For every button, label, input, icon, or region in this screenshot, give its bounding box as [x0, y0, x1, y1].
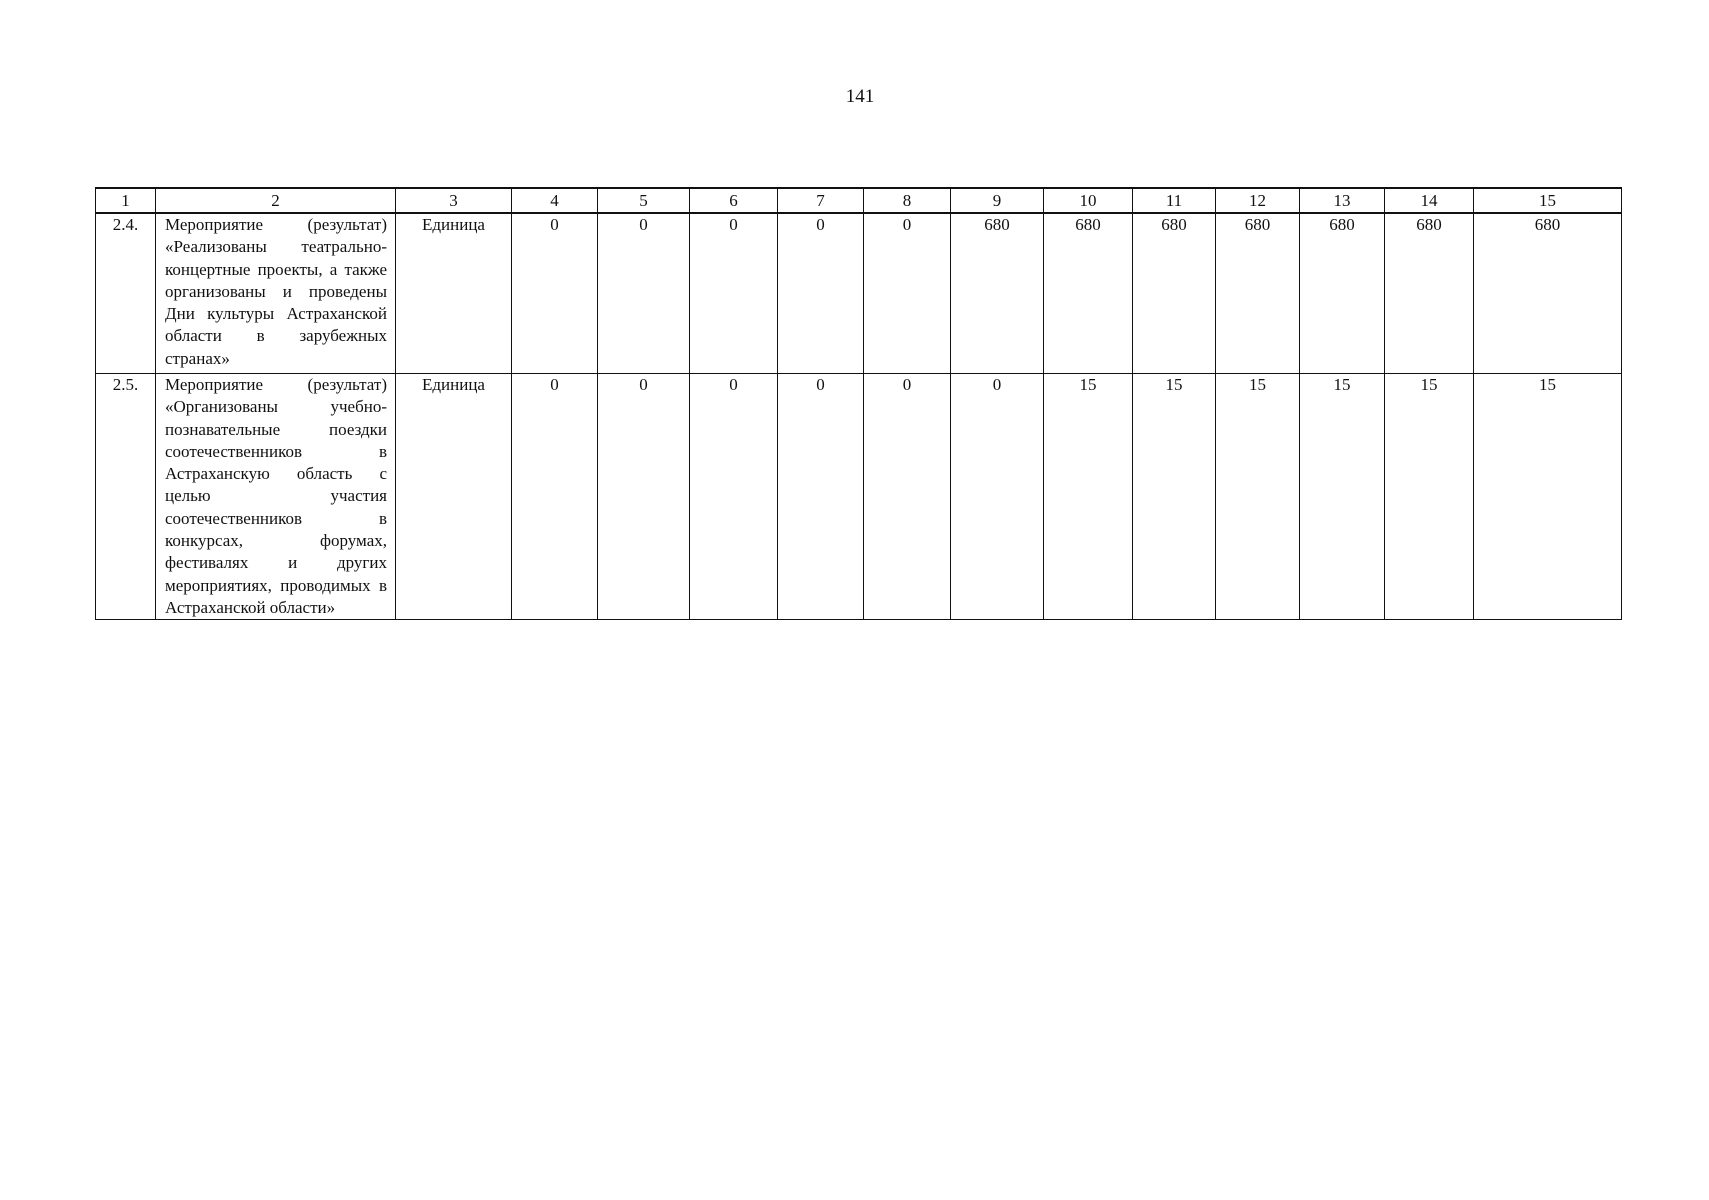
- column-header: 14: [1385, 188, 1474, 213]
- row-value: 0: [864, 213, 951, 374]
- column-header: 1: [96, 188, 156, 213]
- column-header: 13: [1300, 188, 1385, 213]
- row-value: 0: [690, 213, 778, 374]
- row-value: 0: [512, 213, 598, 374]
- row-value: 0: [598, 374, 690, 620]
- table-row: [96, 213, 1622, 374]
- column-header: 5: [598, 188, 690, 213]
- row-value: 680: [1474, 213, 1622, 374]
- column-header: 11: [1133, 188, 1216, 213]
- row-value: 0: [512, 374, 598, 620]
- column-header: 9: [951, 188, 1044, 213]
- row-value: 680: [1300, 213, 1385, 374]
- column-header: 4: [512, 188, 598, 213]
- column-header: 10: [1044, 188, 1133, 213]
- table-header-row: [96, 188, 1622, 213]
- row-number: 2.5.: [96, 374, 156, 620]
- row-value: 0: [778, 374, 864, 620]
- row-value: 0: [951, 374, 1044, 620]
- column-header: 3: [396, 188, 512, 213]
- row-value: 0: [690, 374, 778, 620]
- row-value: 680: [1216, 213, 1300, 374]
- row-value: 680: [1385, 213, 1474, 374]
- row-unit: Единица: [396, 213, 512, 374]
- row-value: 15: [1385, 374, 1474, 620]
- column-header: 8: [864, 188, 951, 213]
- row-name: Мероприятие (результат) «Реализованы театрально-концертные проекты, а также организованы и проведены Дни культуры Астраханской области в зарубежных странах»: [156, 213, 396, 374]
- table-row: [96, 374, 1622, 620]
- row-value: 15: [1044, 374, 1133, 620]
- row-unit: Единица: [396, 374, 512, 620]
- row-value: 15: [1216, 374, 1300, 620]
- row-name: Мероприятие (результат) «Организованы учебно-познавательные поездки соотечественников в Астраханскую область с целью участия соотечественников в конкурсах, форумах, фестивалях и других мероприятиях, проводимых в Астраханской области»: [156, 374, 396, 620]
- row-value: 0: [864, 374, 951, 620]
- page-number: 141: [845, 86, 875, 107]
- row-value: 0: [598, 213, 690, 374]
- indicators-table: [95, 187, 1622, 620]
- row-value: 15: [1133, 374, 1216, 620]
- column-header: 6: [690, 188, 778, 213]
- column-header: 15: [1474, 188, 1622, 213]
- row-value: 680: [1044, 213, 1133, 374]
- row-value: 15: [1300, 374, 1385, 620]
- row-value: 680: [1133, 213, 1216, 374]
- column-header: 7: [778, 188, 864, 213]
- column-header: 12: [1216, 188, 1300, 213]
- row-value: 680: [951, 213, 1044, 374]
- row-number: 2.4.: [96, 213, 156, 374]
- column-header: 2: [156, 188, 396, 213]
- row-value: 15: [1474, 374, 1622, 620]
- row-value: 0: [778, 213, 864, 374]
